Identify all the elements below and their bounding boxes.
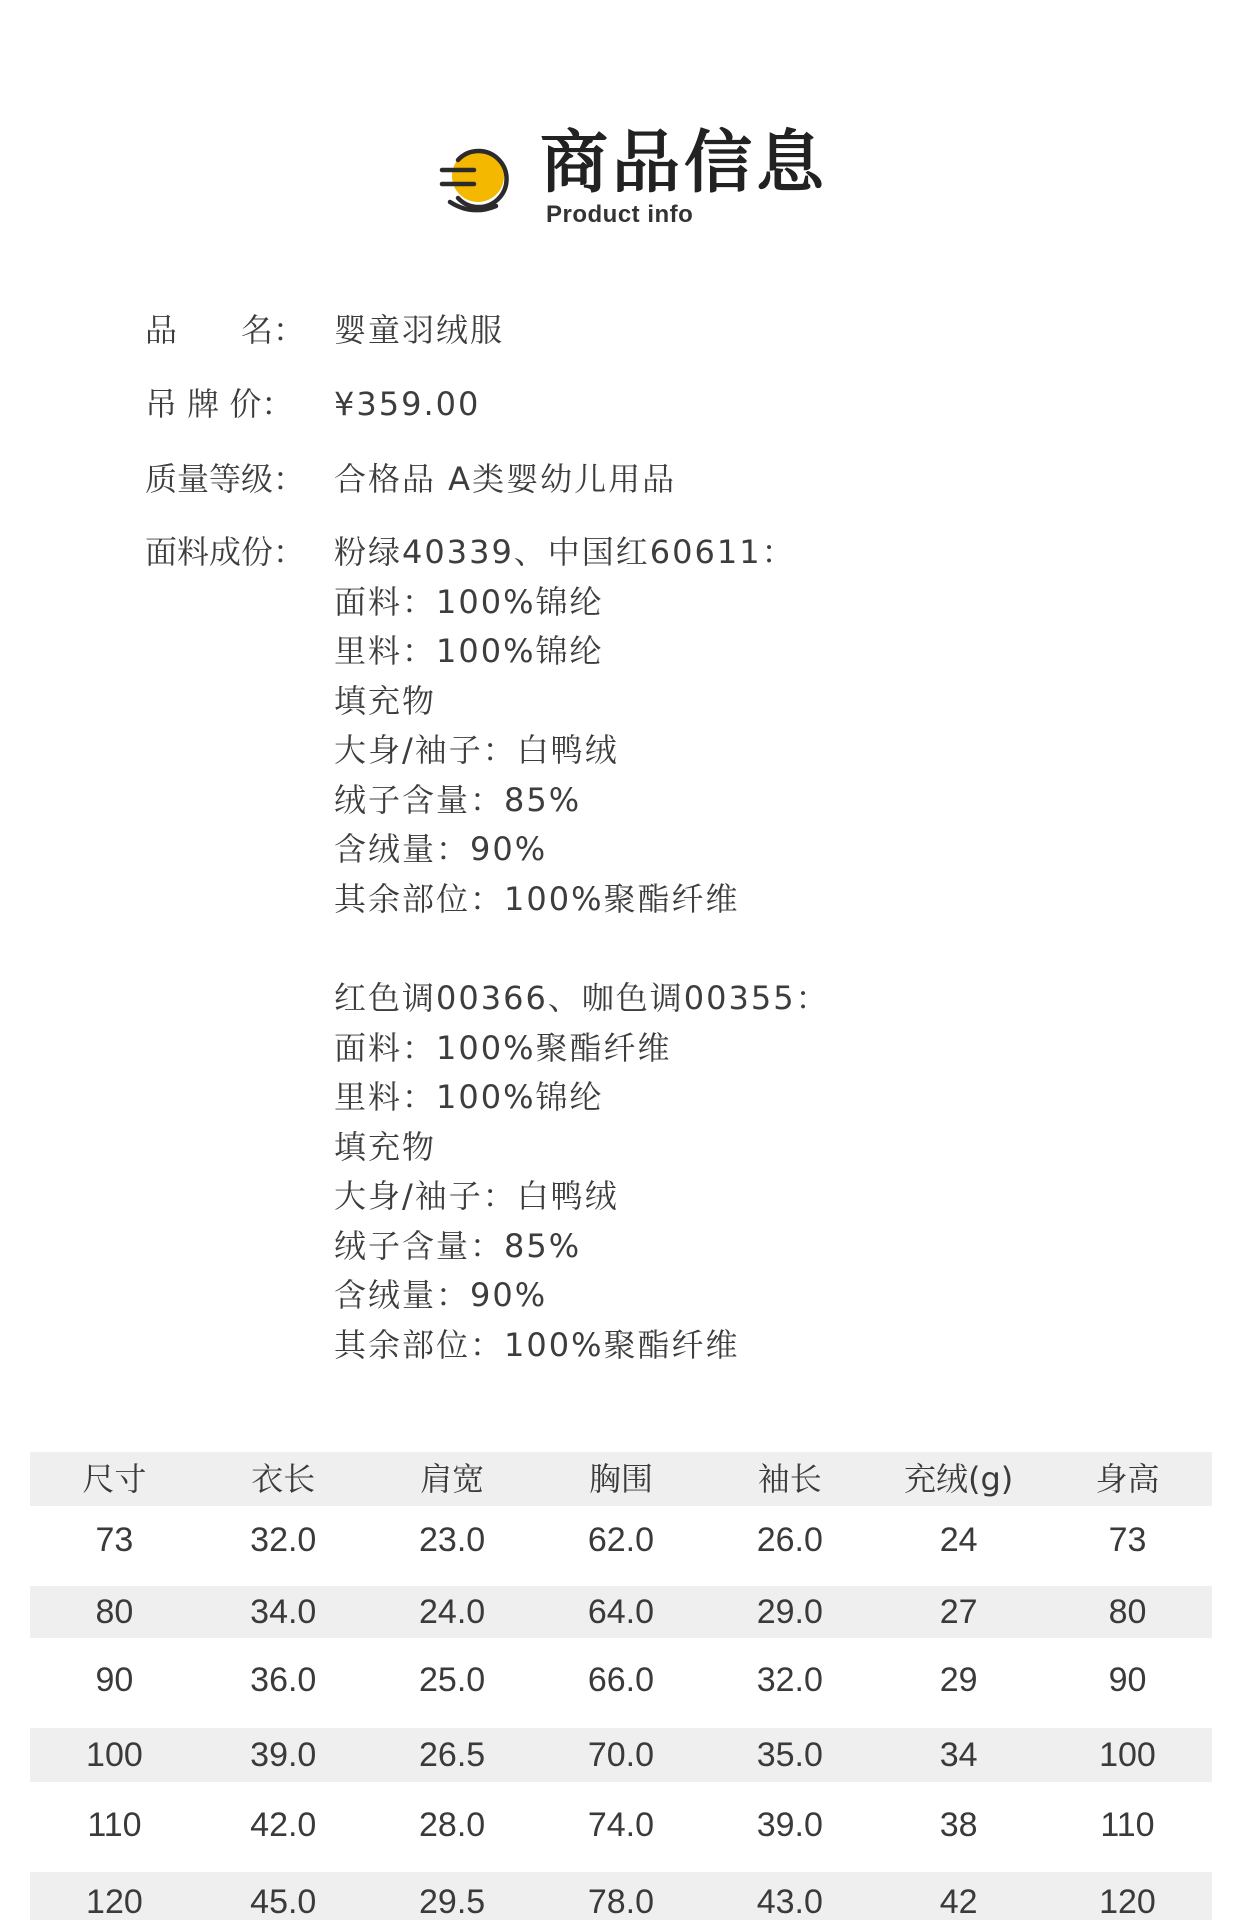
table-row xyxy=(30,1506,1212,1572)
table-cell: 66.0 xyxy=(587,1661,655,1699)
info-row-grade xyxy=(0,455,1240,503)
composition-label: 面料成份： xyxy=(145,533,306,571)
table-cell: 29.5 xyxy=(419,1883,486,1921)
table-cell: 100 xyxy=(1099,1736,1156,1774)
composition-line: 含绒量：90% xyxy=(334,830,548,868)
table-row xyxy=(30,1872,1212,1920)
table-cell: 45.0 xyxy=(250,1883,317,1921)
table-cell: 90 xyxy=(95,1661,134,1699)
table-cell: 38 xyxy=(939,1806,978,1844)
product-info-logo-icon xyxy=(432,136,516,220)
name-label: 品 名： xyxy=(145,311,306,349)
composition-group2-title: 红色调00366、咖色调00355： xyxy=(334,979,830,1017)
table-cell: 100 xyxy=(86,1736,143,1774)
table-cell: 24.0 xyxy=(419,1593,486,1631)
table-row xyxy=(30,1638,1212,1728)
header-down-fill: 充绒(g) xyxy=(903,1460,1014,1498)
table-cell: 28.0 xyxy=(419,1806,486,1844)
table-row xyxy=(30,1586,1212,1638)
table-cell: 73 xyxy=(95,1521,134,1559)
composition-group1-title: 粉绿40339、中国红60611： xyxy=(334,533,796,571)
section-header xyxy=(0,118,1240,238)
section-subtitle: Product info xyxy=(546,201,694,228)
composition-line: 绒子含量：85% xyxy=(334,1227,582,1265)
composition-line: 含绒量：90% xyxy=(334,1276,548,1314)
table-cell: 78.0 xyxy=(587,1883,655,1921)
table-cell: 29.0 xyxy=(756,1593,823,1631)
price-value: ¥359.00 xyxy=(334,385,481,423)
section-title: 商品信息 xyxy=(540,124,829,203)
table-cell: 120 xyxy=(1099,1883,1156,1921)
table-cell: 36.0 xyxy=(250,1661,317,1699)
composition-line: 大身/袖子：白鸭绒 xyxy=(334,731,619,769)
table-row xyxy=(30,1782,1212,1872)
composition-line: 大身/袖子：白鸭绒 xyxy=(334,1177,619,1215)
composition-line: 绒子含量：85% xyxy=(334,781,582,819)
table-cell: 26.0 xyxy=(756,1521,823,1559)
header-sleeve: 袖长 xyxy=(757,1460,822,1498)
table-cell: 80 xyxy=(95,1593,134,1631)
table-cell: 73 xyxy=(1108,1521,1147,1559)
table-cell: 24 xyxy=(939,1521,978,1559)
composition-line: 面料：100%锦纶 xyxy=(334,583,604,621)
table-cell: 42.0 xyxy=(250,1806,317,1844)
info-row-name xyxy=(0,306,1240,354)
composition-line: 填充物 xyxy=(334,682,437,720)
table-cell: 90 xyxy=(1108,1661,1147,1699)
table-cell: 25.0 xyxy=(419,1661,486,1699)
table-cell: 26.5 xyxy=(419,1736,486,1774)
table-cell: 110 xyxy=(87,1806,142,1844)
table-cell: 74.0 xyxy=(587,1806,655,1844)
info-row-price xyxy=(0,380,1240,428)
table-cell: 64.0 xyxy=(587,1593,655,1631)
table-cell: 39.0 xyxy=(250,1736,317,1774)
composition-line: 里料：100%锦纶 xyxy=(334,1078,604,1116)
composition-line: 面料：100%聚酯纤维 xyxy=(334,1029,672,1067)
table-cell: 39.0 xyxy=(756,1806,823,1844)
table-cell: 29 xyxy=(939,1661,978,1699)
table-cell: 42 xyxy=(939,1883,978,1921)
table-cell: 70.0 xyxy=(587,1736,655,1774)
table-cell: 43.0 xyxy=(756,1883,823,1921)
table-cell: 32.0 xyxy=(756,1661,823,1699)
table-cell: 35.0 xyxy=(756,1736,823,1774)
header-chest: 胸围 xyxy=(588,1460,653,1498)
table-cell: 23.0 xyxy=(419,1521,486,1559)
table-row xyxy=(30,1728,1212,1782)
grade-label: 质量等级： xyxy=(145,460,306,498)
header-height: 身高 xyxy=(1095,1460,1160,1498)
header-length: 衣长 xyxy=(251,1460,316,1498)
header-size: 尺寸 xyxy=(82,1460,147,1498)
price-label: 吊 牌 价： xyxy=(145,385,294,423)
table-cell: 110 xyxy=(1100,1806,1155,1844)
grade-value: 合格品 A类婴幼儿用品 xyxy=(334,460,677,498)
table-cell: 80 xyxy=(1108,1593,1147,1631)
table-cell: 62.0 xyxy=(587,1521,655,1559)
composition-line: 填充物 xyxy=(334,1128,437,1166)
table-header-row xyxy=(30,1452,1212,1506)
table-cell: 32.0 xyxy=(250,1521,317,1559)
table-cell: 27 xyxy=(939,1593,978,1631)
header-shoulder: 肩宽 xyxy=(420,1460,485,1498)
composition-line: 其余部位：100%聚酯纤维 xyxy=(334,880,740,918)
table-cell: 34.0 xyxy=(250,1593,317,1631)
composition-line: 里料：100%锦纶 xyxy=(334,632,604,670)
table-cell: 120 xyxy=(86,1883,143,1921)
table-cell: 34 xyxy=(939,1736,978,1774)
name-value: 婴童羽绒服 xyxy=(334,311,505,349)
composition-line: 其余部位：100%聚酯纤维 xyxy=(334,1326,740,1364)
